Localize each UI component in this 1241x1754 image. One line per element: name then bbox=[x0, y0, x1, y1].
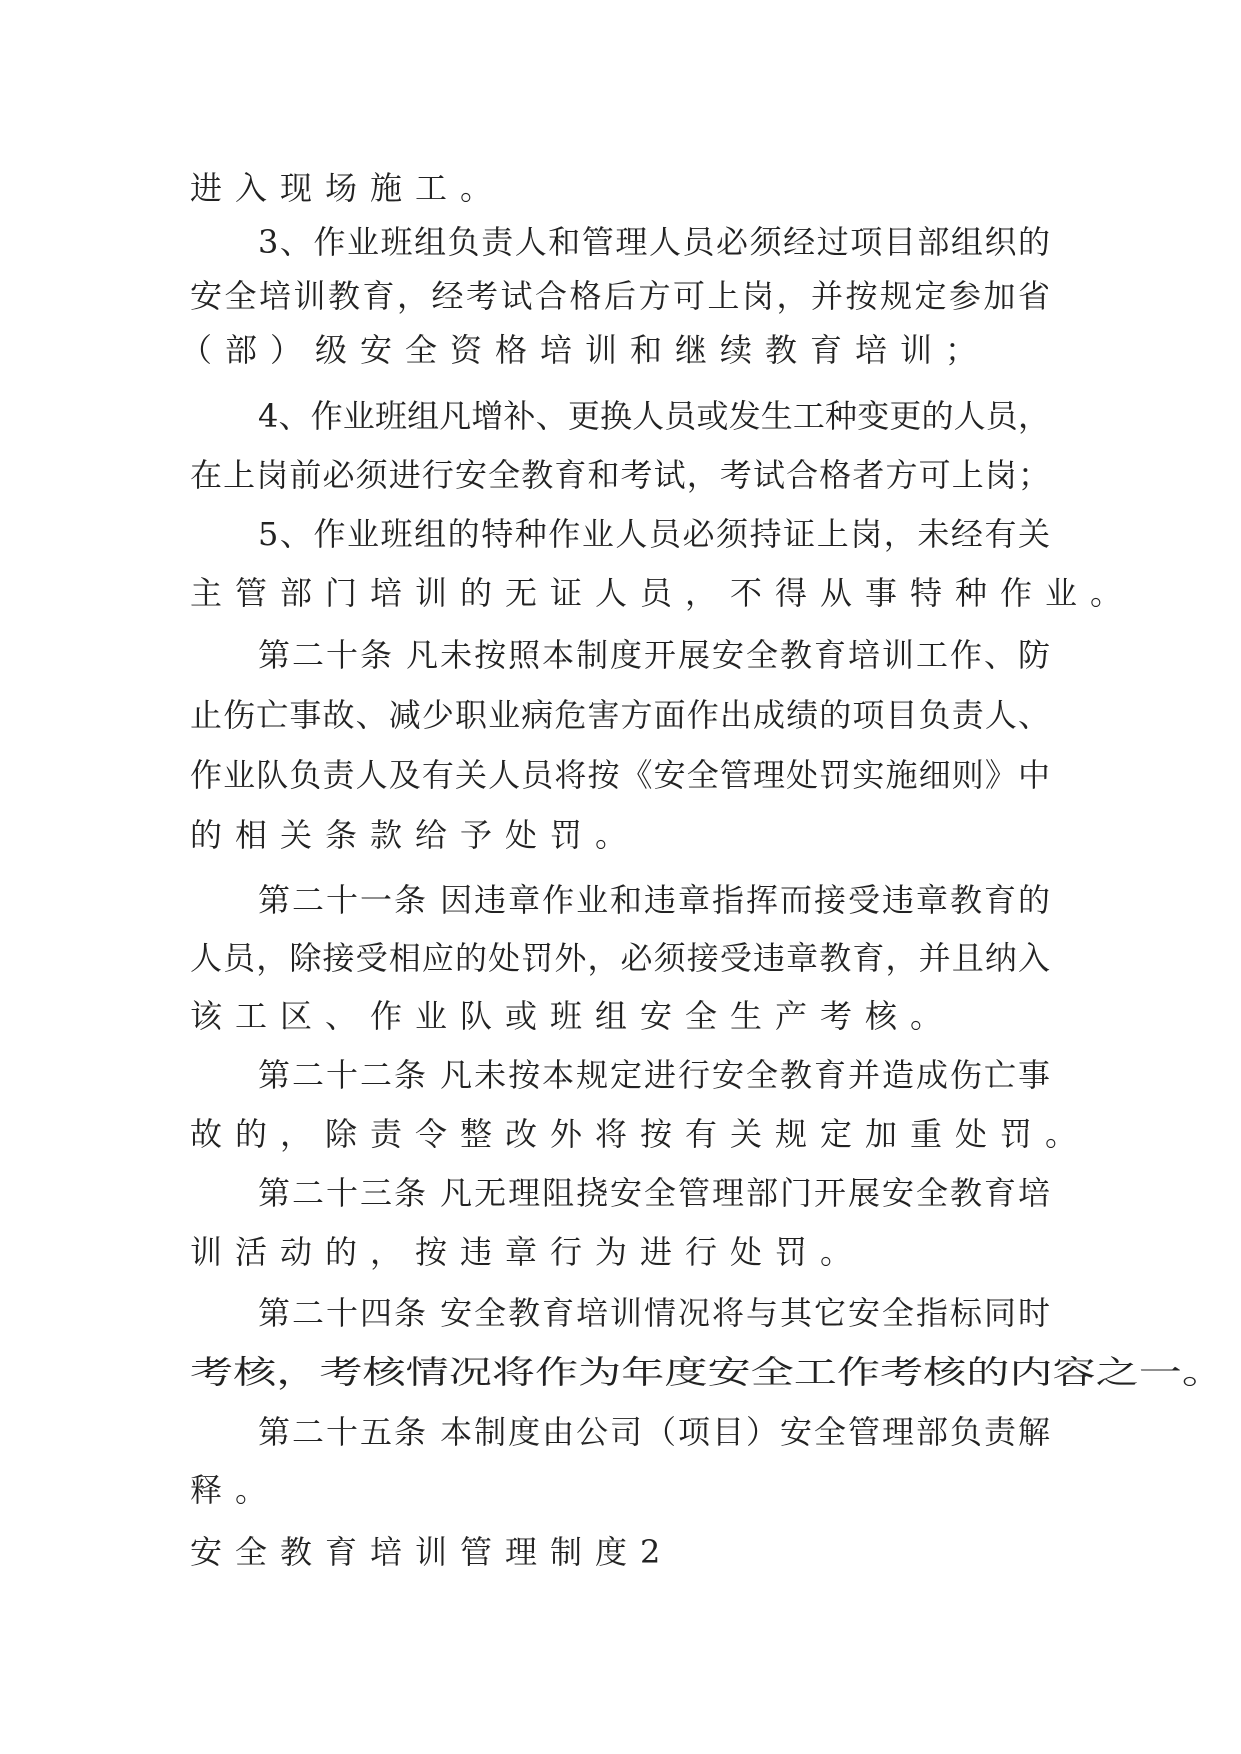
text-line-13-content: 第二十一条 因违章作业和违章指挥而接受违章教育的 bbox=[258, 881, 1052, 919]
text-line-1-content: 进入现场施工。 bbox=[190, 169, 506, 207]
text-line-8 bbox=[0, 563, 1241, 623]
text-line-21-content: 考核，考核情况将作为年度安全工作考核的内容之一。 bbox=[190, 1353, 1225, 1391]
text-line-1 bbox=[0, 158, 1241, 218]
text-line-19-content: 训活动的，按违章行为进行处罚。 bbox=[190, 1233, 866, 1271]
text-line-22-content: 第二十五条 本制度由公司（项目）安全管理部负责解 bbox=[258, 1413, 1052, 1451]
text-line-19 bbox=[0, 1222, 1241, 1282]
text-line-12-content: 的相关条款给予处罚。 bbox=[190, 816, 641, 854]
text-line-17-content: 故的，除责令整改外将按有关规定加重处罚。 bbox=[190, 1115, 1091, 1153]
text-line-2 bbox=[0, 212, 1241, 272]
text-line-20-content: 第二十四条 安全教育培训情况将与其它安全指标同时 bbox=[258, 1294, 1052, 1332]
text-line-5-content: 4、作业班组凡增补、更换人员或发生工种变更的人员， bbox=[258, 397, 1051, 435]
text-line-13 bbox=[0, 870, 1241, 930]
text-line-15 bbox=[0, 986, 1241, 1046]
text-line-20 bbox=[0, 1283, 1241, 1343]
text-line-6 bbox=[0, 445, 1241, 505]
text-line-7-content: 5、作业班组的特种作业人员必须持证上岗，未经有关 bbox=[258, 515, 1052, 553]
text-line-22 bbox=[0, 1402, 1241, 1462]
text-line-18-content: 第二十三条 凡无理阻挠安全管理部门开展安全教育培 bbox=[258, 1174, 1052, 1212]
text-line-3 bbox=[0, 266, 1241, 326]
text-line-5 bbox=[0, 386, 1241, 446]
text-line-9-content: 第二十条 凡未按照本制度开展安全教育培训工作、防 bbox=[258, 636, 1052, 674]
section-title-content: 安全教育培训管理制度2 bbox=[190, 1533, 674, 1571]
text-line-16-content: 第二十二条 凡未按本规定进行安全教育并造成伤亡事 bbox=[258, 1056, 1052, 1094]
text-line-10-content: 止伤亡事故、减少职业病危害方面作出成绩的项目负责人、 bbox=[190, 696, 1052, 734]
text-line-4-content: （部）级安全资格培训和继续教育培训； bbox=[180, 331, 991, 369]
section-title bbox=[0, 1522, 1241, 1582]
text-line-11 bbox=[0, 745, 1241, 805]
text-line-21 bbox=[0, 1342, 1241, 1402]
text-line-23-content: 释。 bbox=[190, 1471, 281, 1509]
text-line-17 bbox=[0, 1104, 1241, 1164]
text-line-3-content: 安全培训教育，经考试合格后方可上岗，并按规定参加省 bbox=[190, 277, 1053, 315]
text-line-6-content: 在上岗前必须进行安全教育和考试，考试合格者方可上岗； bbox=[190, 456, 1052, 494]
text-line-9 bbox=[0, 625, 1241, 685]
text-line-7 bbox=[0, 504, 1241, 564]
text-line-14-content: 人员，除接受相应的处罚外，必须接受违章教育，并且纳入 bbox=[190, 939, 1052, 977]
text-line-16 bbox=[0, 1045, 1241, 1105]
text-line-4 bbox=[0, 320, 1241, 380]
text-line-23 bbox=[0, 1460, 1241, 1520]
text-line-14 bbox=[0, 928, 1241, 988]
text-line-2-content: 3、作业班组负责人和管理人员必须经过项目部组织的 bbox=[258, 223, 1052, 261]
text-line-10 bbox=[0, 685, 1241, 745]
text-line-8-content: 主管部门培训的无证人员，不得从事特种作业。 bbox=[190, 574, 1136, 612]
text-line-12 bbox=[0, 805, 1241, 865]
text-line-15-content: 该工区、作业队或班组安全生产考核。 bbox=[190, 997, 956, 1035]
text-line-11-content: 作业队负责人及有关人员将按《安全管理处罚实施细则》中 bbox=[190, 756, 1052, 794]
text-line-18 bbox=[0, 1163, 1241, 1223]
